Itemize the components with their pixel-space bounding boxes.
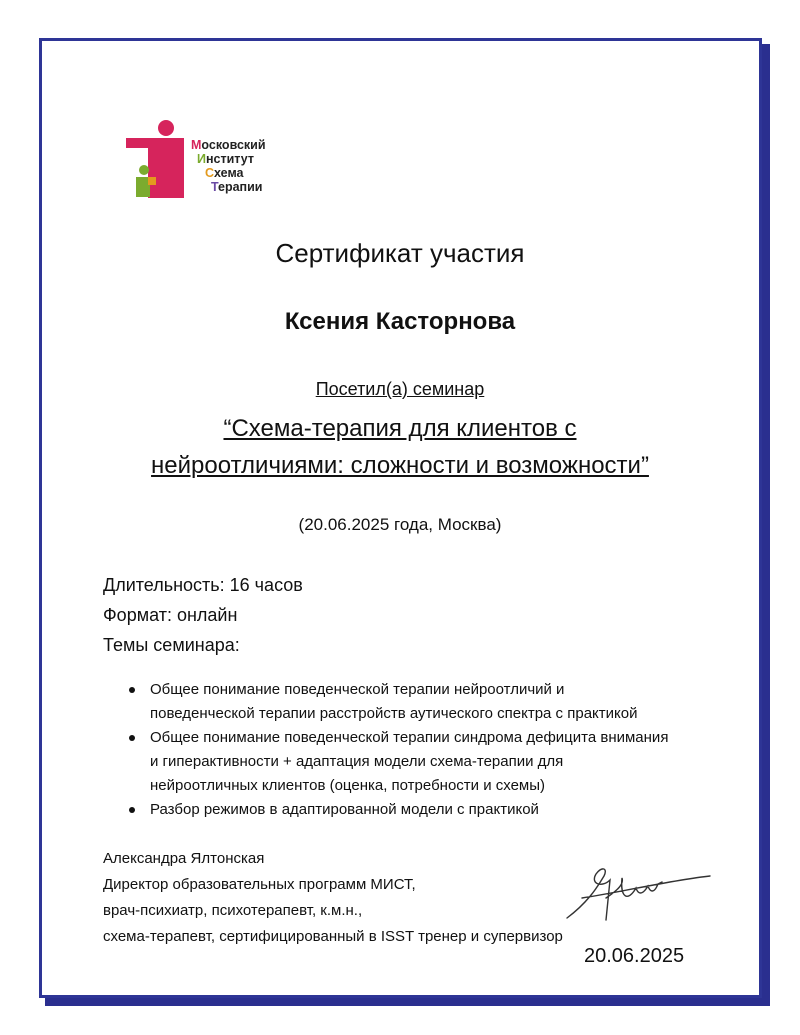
- logo-word-2: нститут: [205, 152, 254, 166]
- seminar-date-place: (20.06.2025 года, Москва): [298, 515, 502, 534]
- signature-date: 20.06.2025: [584, 945, 685, 967]
- handwritten-signature: [562, 858, 712, 928]
- logo-word-3: хема: [214, 166, 244, 180]
- signer-name: Александра Ялтонская: [103, 850, 265, 867]
- topic-item: [125, 678, 705, 726]
- seminar-title: [0, 410, 800, 484]
- logo-letter-s: С: [205, 166, 215, 180]
- recipient-name: Ксения Касторнова: [284, 308, 516, 335]
- logo-pink-head: [158, 120, 174, 136]
- seminar-title-line-1: “Схема-терапия для клиентов с: [223, 415, 577, 442]
- bullet-icon: [129, 807, 135, 813]
- logo-letter-t: Т: [211, 180, 219, 194]
- topic-item: [125, 726, 705, 798]
- logo-green-head: [139, 165, 149, 175]
- logo-letter-i: И: [197, 152, 206, 166]
- format: Формат: онлайн: [103, 605, 238, 625]
- logo-word-1: осковский: [201, 138, 266, 152]
- signer-block: [103, 846, 563, 950]
- topic-line: Разбор режимов в адаптированной модели с практикой: [150, 801, 539, 818]
- topics-heading: Темы семинара:: [103, 635, 240, 655]
- logo-green-body: [136, 177, 150, 197]
- logo-letter-m: М: [191, 138, 202, 152]
- seminar-title-line-2: нейроотличиями: сложности и возможности”: [151, 452, 649, 479]
- certificate-title: Сертификат участия: [275, 238, 525, 268]
- signer-role-2: врач-психиатр, психотерапевт, к.м.н.,: [103, 902, 363, 919]
- bullet-icon: [129, 687, 135, 693]
- logo-wordmark: [191, 138, 266, 194]
- signer-role-1: Директор образовательных программ МИСТ,: [103, 876, 416, 893]
- logo-word-4: ерапии: [218, 180, 263, 194]
- bullet-icon: [129, 735, 135, 741]
- topic-line: Общее понимание поведенческой терапии синдрома дефицита внимания: [150, 729, 669, 746]
- duration: Длительность: 16 часов: [103, 575, 303, 595]
- topic-line: поведенческой терапии расстройств аутического спектра с практикой: [150, 705, 638, 722]
- signer-role-3: схема-терапевт, сертифицированный в ISST тренер и супервизор: [103, 928, 563, 945]
- topics-list: [125, 678, 705, 822]
- topic-line: нейроотличных клиентов (оценка, потребности и схемы): [150, 777, 546, 794]
- topic-item: [125, 798, 705, 822]
- attended-label: Посетил(а) семинар: [315, 379, 485, 399]
- logo-pink-block: [148, 138, 184, 198]
- logo-orange-body: [148, 177, 156, 185]
- topic-line: и гиперактивности + адаптация модели схема-терапии для: [150, 753, 564, 770]
- topic-line: Общее понимание поведенческой терапии нейроотличий и: [150, 681, 565, 698]
